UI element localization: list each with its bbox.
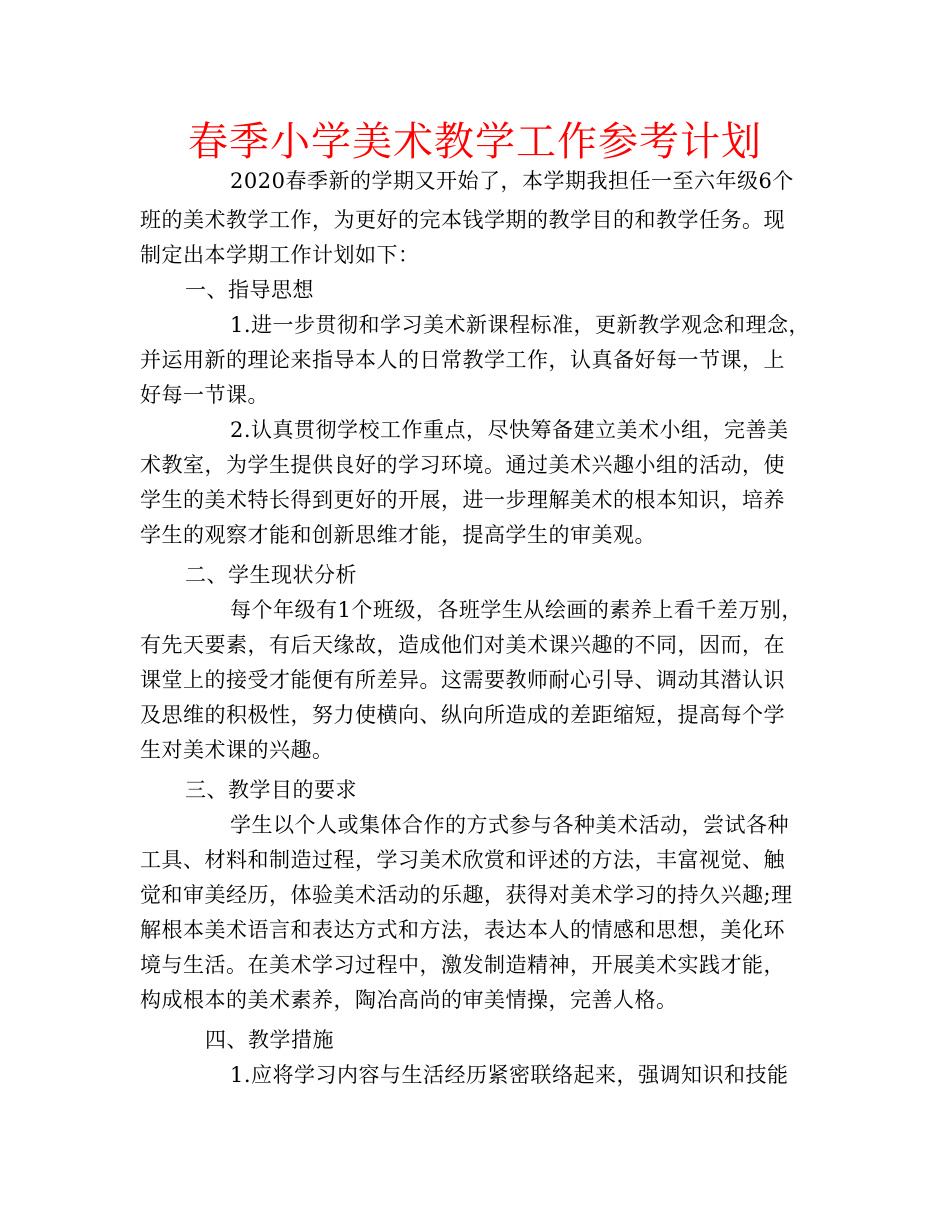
paragraph-line: 术教室，为学生提供良好的学习环境。通过美术兴趣小组的活动，使 — [140, 453, 785, 477]
section-heading: 一、指导思想 — [185, 278, 314, 302]
paragraph-line: 工具、材料和制造过程，学习美术欣赏和评述的方法，丰富视觉、触 — [140, 848, 785, 872]
paragraph-line: 解根本美术语言和表达方式和方法，表达本人的情感和思想，美化环 — [140, 918, 785, 942]
paragraph-line: 有先天要素，有后天缘故，造成他们对美术课兴趣的不同，因而，在 — [140, 633, 785, 657]
paragraph-line: 学生的观察才能和创新思维才能，提高学生的审美观。 — [140, 523, 656, 547]
paragraph-line: 1.应将学习内容与生活经历紧密联络起来，强调知识和技能 — [230, 1063, 789, 1087]
paragraph-line: 每个年级有1个班级，各班学生从绘画的素养上看千差万别， — [230, 598, 803, 622]
paragraph-line: 觉和审美经历，体验美术活动的乐趣，获得对美术学习的持久兴趣;理 — [140, 883, 793, 907]
paragraph-line: 2.认真贯彻学校工作重点，尽快筹备建立美术小组，完善美 — [230, 418, 789, 442]
paragraph-line: 1.进一步贯彻和学习美术新课程标准，更新教学观念和理念， — [230, 313, 811, 337]
paragraph-line: 好每一节课。 — [140, 383, 269, 407]
section-heading: 二、学生现状分析 — [185, 563, 357, 587]
paragraph-line: 境与生活。在美术学习过程中，激发制造精神，开展美术实践才能， — [140, 953, 785, 977]
paragraph-line: 构成根本的美术素养，陶冶高尚的审美情操，完善人格。 — [140, 988, 678, 1012]
paragraph-line: 及思维的积极性，努力使横向、纵向所造成的差距缩短，提高每个学 — [140, 703, 785, 727]
document-title: 春季小学美术教学工作参考计划 — [188, 119, 762, 165]
paragraph-line: 制定出本学期工作计划如下： — [140, 243, 420, 267]
paragraph-line: 学生以个人或集体合作的方式参与各种美术活动，尝试各种 — [230, 813, 789, 837]
paragraph-line: 学生的美术特长得到更好的开展，进一步理解美术的根本知识，培养 — [140, 488, 785, 512]
paragraph-line: 班的美术教学工作，为更好的完本钱学期的教学目的和教学任务。现 — [140, 208, 785, 232]
paragraph-line: 生对美术课的兴趣。 — [140, 738, 334, 762]
paragraph-line: 并运用新的理论来指导本人的日常教学工作，认真备好每一节课，上 — [140, 348, 785, 372]
paragraph-line: 课堂上的接受才能便有所差异。这需要教师耐心引导、调动其潜认识 — [140, 668, 785, 692]
paragraph-line: 2020春季新的学期又开始了，本学期我担任一至六年级6个 — [230, 169, 794, 193]
section-heading: 四、教学措施 — [205, 1028, 334, 1052]
section-heading: 三、教学目的要求 — [185, 778, 357, 802]
